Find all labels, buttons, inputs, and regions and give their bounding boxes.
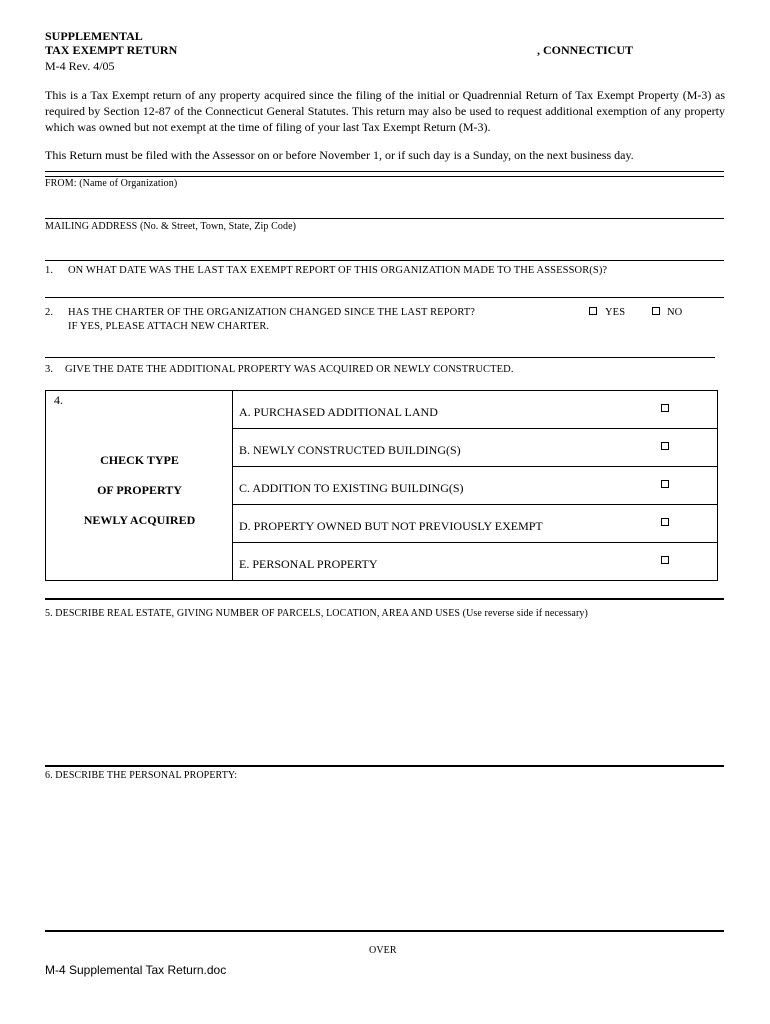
option-d-checkbox[interactable] — [661, 518, 669, 526]
option-e-label: E. PERSONAL PROPERTY — [239, 557, 378, 571]
q2-yes-checkbox[interactable] — [589, 307, 597, 315]
address-line — [45, 260, 724, 261]
q4-label-line2: OF PROPERTY — [97, 483, 182, 497]
q2-subtext: IF YES, PLEASE ATTACH NEW CHARTER. — [68, 321, 270, 332]
state-label: , CONNECTICUT — [537, 43, 634, 57]
q3-text: GIVE THE DATE THE ADDITIONAL PROPERTY WAS ACQUIRED OR NEWLY CONSTRUCTED. — [65, 364, 514, 375]
q4-label-line1: CHECK TYPE — [100, 453, 179, 467]
q2-text: HAS THE CHARTER OF THE ORGANIZATION CHANGED SINCE THE LAST REPORT? — [68, 307, 476, 318]
form-title-line1: SUPPLEMENTAL — [45, 29, 143, 43]
document-filename: M-4 Supplemental Tax Return.doc — [45, 963, 227, 977]
deadline-paragraph: This Return must be filed with the Assessor on or before November 1, or if such day is a Sunday, on the next business day. — [45, 148, 634, 162]
q2-yes-label: YES — [605, 307, 626, 318]
property-type-label-cell — [46, 391, 233, 581]
option-c-checkbox[interactable] — [661, 480, 669, 488]
q5-divider — [45, 598, 724, 600]
q2-no-label: NO — [667, 307, 683, 318]
option-d-cell — [233, 505, 718, 543]
q4-label-line3: NEWLY ACQUIRED — [83, 513, 196, 527]
q1-line — [45, 297, 724, 298]
q2-line — [45, 357, 715, 358]
footer-divider — [45, 930, 724, 932]
option-a-checkbox[interactable] — [661, 404, 669, 412]
address-label: MAILING ADDRESS (No. & Street, Town, State, Zip Code) — [45, 221, 297, 232]
over-label: OVER — [369, 945, 397, 956]
from-label: FROM: (Name of Organization) — [45, 178, 178, 189]
q1-number: 1. — [45, 265, 54, 276]
intro-paragraph: This is a Tax Exempt return of any property acquired since the filing of the initial or Quadrennial Return of Tax Exempt Property (M-3) as required by Section 12-87 of the Connecticut General Statutes. This return may also be used to request additional exemption of any property which was owned but not exempt at the time of filing of your last Tax Exempt Return (M-3). — [45, 88, 725, 134]
option-d-label: D. PROPERTY OWNED BUT NOT PREVIOUSLY EXEMPT — [239, 519, 543, 533]
q2-no-checkbox[interactable] — [652, 307, 660, 315]
option-b-checkbox[interactable] — [661, 442, 669, 450]
property-type-table — [45, 390, 718, 581]
option-e-checkbox[interactable] — [661, 556, 669, 564]
q6-label: 6. DESCRIBE THE PERSONAL PROPERTY: — [45, 770, 238, 781]
form-title-line2: TAX EXEMPT RETURN — [45, 43, 178, 57]
option-b-cell — [233, 429, 718, 467]
option-b-label: B. NEWLY CONSTRUCTED BUILDING(S) — [239, 443, 461, 457]
option-c-label: C. ADDITION TO EXISTING BUILDING(S) — [239, 481, 464, 495]
q4-number: 4. — [54, 393, 63, 407]
divider — [45, 171, 724, 177]
q6-divider — [45, 765, 724, 767]
form-revision: M-4 Rev. 4/05 — [45, 59, 115, 73]
option-a-label: A. PURCHASED ADDITIONAL LAND — [239, 405, 438, 419]
q5-label: 5. DESCRIBE REAL ESTATE, GIVING NUMBER OF PARCELS, LOCATION, AREA AND USES (Use reverse side if necessary) — [45, 608, 588, 619]
option-c-cell — [233, 467, 718, 505]
q1-text: ON WHAT DATE WAS THE LAST TAX EXEMPT REPORT OF THIS ORGANIZATION MADE TO THE ASSESSOR(S)? — [68, 265, 608, 276]
q3-number: 3. — [45, 364, 54, 375]
option-e-cell — [233, 543, 718, 581]
from-line — [45, 218, 724, 219]
q2-number: 2. — [45, 307, 54, 318]
option-a-cell — [233, 391, 718, 429]
